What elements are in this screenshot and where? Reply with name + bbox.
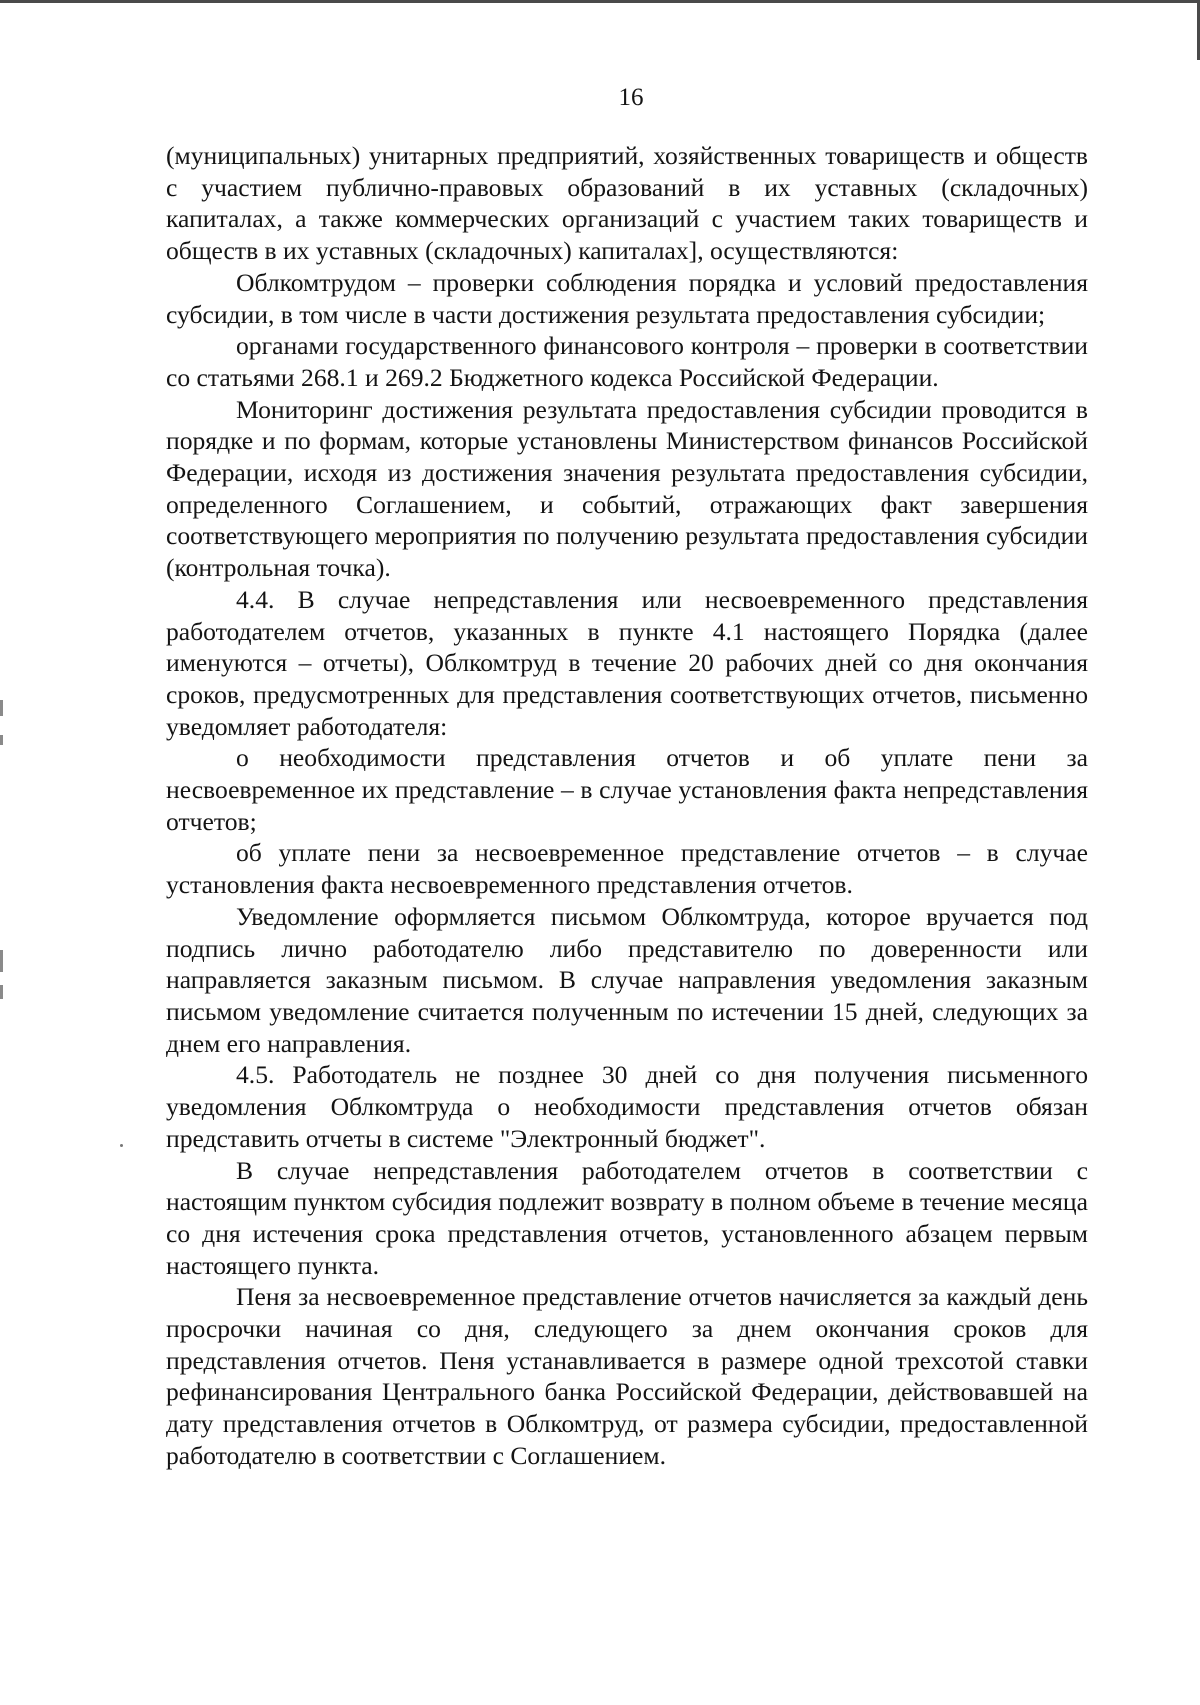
scan-edge-mark xyxy=(0,950,3,972)
paragraph-financial-control: органами государственного финансового контроля – проверки в соответствии со статьями 268.1 и 269.2 Бюджетного кодекса Российской Федерации. xyxy=(166,331,1088,392)
paragraph-continuation: (муниципальных) унитарных предприятий, хозяйственных товариществ и обществ с участием публично-правовых образований в их уставных (складочных) капиталах, а также коммерческих организаций с участием таких товариществ и обществ в их уставных (складочных) капиталах], осуществляются: xyxy=(166,141,1088,266)
paragraph-notification-delivery: Уведомление оформляется письмом Облкомтруда, которое вручается под подпись лично работодателю либо представителю по доверенности или направляется заказным письмом. В случае направления уведомления заказным письмом уведомление считается полученным по истечении 15 дней, следующих за днем его направления. xyxy=(166,901,1088,1058)
paragraph-notice-late: об уплате пени за несвоевременное представление отчетов – в случае установления факта несвоевременного представления отчетов. xyxy=(166,838,1088,900)
paragraph-4-4: 4.4. В случае непредставления или несвоевременного представления работодателем отчетов, указанных в пункте 4.1 настоящего Порядка (далее именуются – отчеты), Облкомтруд в течение 20 рабочих дней со дня окончания сроков, предусмотренных для представления соответствующих отчетов, письменно уведомляет работодателя: xyxy=(166,584,1088,741)
paragraph-penalty: Пеня за несвоевременное представление отчетов начисляется за каждый день просрочки начиная со дня, следующего за днем окончания сроков для представления отчетов. Пеня устанавливается в размере одной трехсотой ставки рефинансирования Центрального банка Российской Федерации, действовавшей на дату представления отчетов в Облкомтруд, от размера субсидии, предоставленной работодателю в соответствии с Соглашением. xyxy=(166,1282,1088,1470)
scan-edge-mark xyxy=(0,735,3,745)
page-number: 16 xyxy=(618,84,644,111)
paragraph-subsidy-return: В случае непредставления работодателем отчетов в соответствии с настоящим пунктом субсидия подлежит возврату в полном объеме в течение месяца со дня истечения срока представления отчетов, установленного абзацем первым настоящего пункта. xyxy=(166,1155,1088,1280)
paragraph-notice-nonsubmission: о необходимости представления отчетов и об уплате пени за несвоевременное их представление – в случае установления факта непредставления отчетов; xyxy=(166,743,1088,836)
scan-edge-mark xyxy=(0,985,3,999)
paragraph-4-5: 4.5. Работодатель не позднее 30 дней со дня получения письменного уведомления Облкомтруда о необходимости представления отчетов обязан представить отчеты в системе "Электронный бюджет". xyxy=(166,1060,1088,1153)
paragraph-oblkomtrud-checks: Облкомтрудом – проверки соблюдения порядка и условий предоставления субсидии, в том числе в части достижения результата предоставления субсидии; xyxy=(166,267,1088,329)
document-body xyxy=(166,140,1088,1472)
scan-speck xyxy=(120,1144,123,1147)
scan-edge-top xyxy=(0,0,1200,3)
scan-edge-mark xyxy=(0,700,3,716)
paragraph-monitoring: Мониторинг достижения результата предоставления субсидии проводится в порядке и по формам, которые установлены Министерством финансов Российской Федерации, исходя из достижения значения результата предоставления субсидии, определенного Соглашением, и событий, отражающих факт завершения соответствующего мероприятия по получению результата предоставления субсидии (контрольная точка). xyxy=(166,394,1088,583)
